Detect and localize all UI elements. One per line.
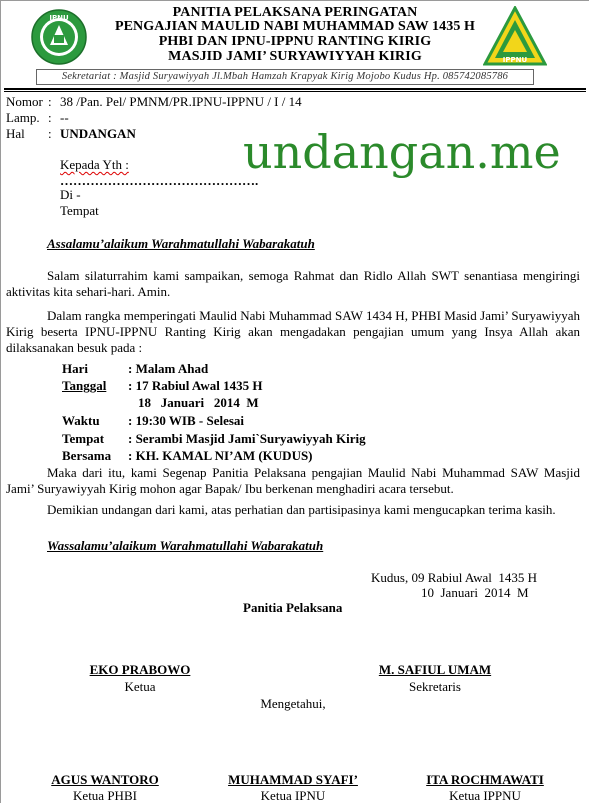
paragraph-4 <box>6 502 580 518</box>
hal-value: UNDANGAN <box>60 126 136 141</box>
tanggal-label: Tanggal <box>62 378 107 393</box>
date-line-2: 10 Januari 2014 M <box>421 585 529 600</box>
header-line-4: MASJID JAMI’ SURYAWIYYAH KIRIG <box>168 49 422 64</box>
header-line-1: PANITIA PELAKSANA PERINGATAN <box>172 5 418 20</box>
paragraph-3-text: Maka dari itu, kami Segenap Panitia Pelaksana pengajian Maulid Nabi Muhammad SAW Masjid Jami’ Suryawiyyah Kirig mohon agar Bapak/ Ibu berkenan menghadiri acara tersebut. <box>6 465 580 496</box>
header-line-2: PENGAJIAN MAULID NABI MUHAMMAD SAW 1435 H <box>114 19 476 34</box>
date-line-1: Kudus, 09 Rabiul Awal 1435 H <box>371 570 537 585</box>
ketua-name: EKO PRABOWO <box>89 662 191 677</box>
panitia-title: Panitia Pelaksana <box>243 600 343 615</box>
sekretaris-name: M. SAFIUL UMAM <box>378 662 492 677</box>
header-line-3: PHBI DAN IPNU-IPPNU RANTING KIRIG <box>158 34 432 49</box>
paragraph-4-text: Demikian undangan dari kami, atas perhatian dan partisipasinya kami mengucapkan terima kasih. <box>47 502 556 517</box>
paragraph-1 <box>6 268 580 300</box>
paragraph-2 <box>6 308 580 356</box>
waktu-value: : 19:30 WIB - Selesai <box>128 413 245 428</box>
tempat-label: Tempat <box>62 431 105 446</box>
greeting: Assalamu’alaikum Warahmatullahi Wabarakatuh <box>47 236 315 251</box>
lamp-value: -- <box>60 110 69 125</box>
tempat-value: : Serambi Masjid Jami`Suryawiyyah Kirig <box>128 431 366 446</box>
recipient-tempat: Tempat <box>60 203 99 218</box>
hari-value: : Malam Ahad <box>128 361 209 376</box>
hal-colon: : <box>48 126 52 141</box>
nomor-value: 38 /Pan. Pel/ PMNM/PR.IPNU-IPPNU / I / 14 <box>60 94 302 109</box>
bersama-value: : KH. KAMAL NI’AM (KUDUS) <box>128 448 313 463</box>
nomor-label: Nomor <box>6 94 43 109</box>
paragraph-2-text: Dalam rangka memperingati Maulid Nabi Muhammad SAW 1434 H, PHBI Masid Jami’ Suryawiyyah Kirig beserta IPNU-IPPNU Ranting Kirig akan mengadakan pengajian umum yang Insya Allah akan dilaksanakan besuk pada : <box>6 308 580 355</box>
paragraph-1-text: Salam silaturrahim kami sampaikan, semoga Rahmat dan Ridlo Allah SWT senantiasa mengiringi aktivitas kita sehari-hari. Amin. <box>6 268 580 299</box>
sekretaris-role: Sekretaris <box>409 679 461 694</box>
waktu-label: Waktu <box>62 413 100 428</box>
lamp-colon: : <box>48 110 52 125</box>
lamp-label: Lamp. <box>6 110 40 125</box>
secretariat-box: Sekretariat : Masjid Suryawiyyah Jl.Mbah Hamzah Krapyak Kirig Mojobo Kudus Hp. 085742085786 <box>36 69 534 85</box>
ipnu-name: MUHAMMAD SYAFI’ <box>228 772 358 787</box>
phbi-name: AGUS WANTORO <box>51 772 159 787</box>
tanggal-masehi: 18 Januari 2014 M <box>138 395 259 410</box>
nomor-colon: : <box>48 94 52 109</box>
ipnu-logo-text: IPNU <box>49 14 69 22</box>
ippnu-name: ITA ROCHMAWATI <box>426 772 544 787</box>
closing: Wassalamu’alaikum Warahmatullahi Wabarakatuh <box>47 538 324 553</box>
hari-label: Hari <box>62 361 88 376</box>
header-rule-thin <box>4 91 586 92</box>
recipient-kepada: Kepada Yth : <box>60 157 129 172</box>
header-rule-thick <box>4 88 586 90</box>
ipnu-role: Ketua IPNU <box>260 788 326 803</box>
tanggal-value: : 17 Rabiul Awal 1435 H <box>128 378 263 393</box>
ketua-role: Ketua <box>124 679 156 694</box>
recipient-dots: ………………………………………. <box>60 173 259 188</box>
mengetahui: Mengetahui, <box>260 696 326 711</box>
bersama-label: Bersama <box>62 448 112 463</box>
hal-label: Hal <box>6 126 25 141</box>
phbi-role: Ketua PHBI <box>73 788 137 803</box>
paragraph-3 <box>6 465 580 497</box>
recipient-di: Di - <box>60 187 81 202</box>
ippnu-role: Ketua IPPNU <box>449 788 521 803</box>
watermark: undangan.me <box>243 125 561 179</box>
ippnu-logo-text: IPPNU <box>502 56 528 64</box>
